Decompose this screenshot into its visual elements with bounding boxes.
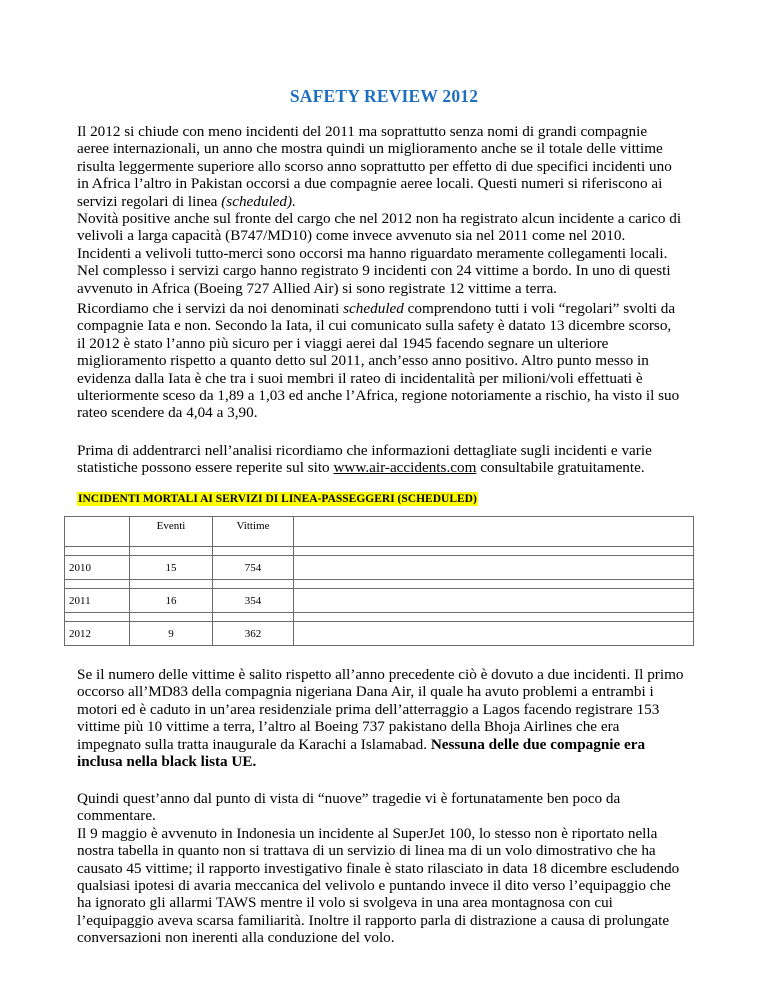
text-line: Novità positive anche sul fronte del cargo che nel 2012 non ha registrato alcun incidente a carico di — [77, 210, 682, 228]
table-cell — [294, 547, 694, 556]
text-line: vittime più 10 vittime a terra, l’altro al Boeing 737 pakistano della Bhoja Airlines che era — [77, 718, 620, 736]
column-header-events: Eventi — [130, 517, 213, 547]
events-cell: 16 — [130, 589, 213, 613]
table-cell — [130, 580, 213, 589]
text-line — [77, 736, 709, 753]
events-cell: 9 — [130, 622, 213, 646]
text-line: ha ignorato gli allarmi TAWS mentre il volo si svolgeva in una area montagnosa con cui — [77, 894, 613, 912]
year-cell: 2012 — [65, 622, 130, 646]
text-line: l’equipaggio aveva scarsa familiarità. Inoltre il rapporto parla di distrazione a causa di prolungate — [77, 911, 670, 929]
table-spacer-row — [65, 613, 694, 622]
table-row — [65, 589, 694, 613]
paragraph-scheduled — [77, 300, 709, 422]
text-line: conversazioni non inerenti alla conduzione del volo. — [77, 929, 395, 947]
table-cell — [294, 613, 694, 622]
victims-cell: 362 — [213, 622, 294, 646]
table-cell — [65, 517, 130, 547]
website-link[interactable]: www.air-accidents.com — [333, 459, 477, 477]
text-span: Ricordiamo che i servizi da noi denominati — [77, 300, 344, 317]
text-line: occorso all’MD83 della compagnia nigeriana Dana Air, il quale ha avuto problemi a entrambi i — [77, 683, 654, 701]
year-cell: 2010 — [65, 556, 130, 580]
text-line — [77, 193, 709, 210]
text-line: Il 9 maggio è avvenuto in Indonesia un incidente al SuperJet 100, lo stesso non è riportato nella — [77, 824, 658, 842]
text-span: consultabile gratuitamente. — [476, 459, 645, 477]
italic-text: scheduled — [343, 300, 404, 317]
table-cell — [65, 580, 130, 589]
victims-cell: 354 — [213, 589, 294, 613]
table-cell — [294, 580, 694, 589]
text-line: causato 45 vittime; il rapporto investigativo finale è stato rilasciato in data 18 dicembre escludendo — [77, 859, 680, 877]
table-cell — [294, 556, 694, 580]
text-line: commentare. — [77, 807, 156, 825]
year-cell: 2011 — [65, 589, 130, 613]
table-cell — [130, 547, 213, 556]
text-line: in Africa l’altro in Pakistan occorsi a due compagnie aeree locali. Questi numeri si riferiscono ai — [77, 175, 663, 193]
table-cell — [130, 613, 213, 622]
text-span: impegnato sulla tratta inaugurale da Karachi a Islamabad. — [77, 735, 431, 753]
text-line: il 2012 è stato l’anno più sicuro per i viaggi aerei dal 1945 facendo segnare un ulteriore — [77, 334, 609, 352]
paragraph-analysis — [77, 666, 709, 770]
table-cell — [294, 622, 694, 646]
text-line: motori ed è caduto in un’area residenziale prima dell’atterraggio a Lagos facendo registrare 153 — [77, 700, 660, 718]
text-line: Nel complesso i servizi cargo hanno registrato 9 incidenti con 24 vittime a bordo. In uno di questi — [77, 262, 671, 280]
table-cell — [294, 589, 694, 613]
table-cell — [213, 580, 294, 589]
text-line: Se il numero delle vittime è salito rispetto all’anno precedente ciò è dovuto a due incidenti. Il primo — [77, 666, 684, 683]
text-line: ulteriormente sceso da 1,89 a 1,03 ed anche l’Africa, regione notoriamente a rischio, ha visto il suo — [77, 387, 680, 405]
text-line: avvenuto in Africa (Boeing 727 Allied Air) si sono registrate 12 vittime a terra. — [77, 279, 557, 297]
table-cell — [65, 613, 130, 622]
text-line: Quindi quest’anno dal punto di vista di “nuove” tragedie vi è fortunatamente ben poco da — [77, 790, 621, 807]
text-line: nostra tabella in quanto non si trattava di un servizio di linea ma di un volo dimostrativo che ha — [77, 842, 656, 860]
text-line: compagnie Iata e non. Secondo la Iata, il cui comunicato sulla safety è datato 13 dicembre scorso, — [77, 317, 672, 335]
table-row — [65, 622, 694, 646]
text-line: qualsiasi ipotesi di avaria meccanica del velivolo e puntando invece il dito verso l’equipaggio che — [77, 877, 671, 895]
text-line: aeree internazionali, un anno che mostra quindi un miglioramento anche se il totale delle vittime — [77, 140, 663, 158]
text-line: velivoli a larga capacità (B747/MD10) come invece avvenuto sia nel 2011 come nel 2010. — [77, 227, 626, 245]
table-row — [65, 556, 694, 580]
table-spacer-row — [65, 580, 694, 589]
paragraph-superjet — [77, 790, 709, 947]
text-line: Prima di addentrarci nell’analisi ricordiamo che informazioni dettagliate sugli incidenti e varie — [77, 442, 652, 459]
table-heading: INCIDENTI MORTALI AI SERVIZI DI LINEA-PASSEGGERI (SCHEDULED) — [78, 493, 477, 505]
text-line: evidenza dalla Iata è che tra i suoi membri il rateo di incidentalità per milioni/voli effettuati è — [77, 369, 643, 387]
column-header-victims: Vittime — [213, 517, 294, 547]
italic-text: (scheduled). — [221, 192, 296, 210]
bold-text: Nessuna delle due compagnie era — [430, 735, 646, 753]
text-line: risulta leggermente superiore allo scorso anno soprattutto per effetto di due specifici incidenti uno — [77, 157, 672, 175]
text-span: statistiche possono essere reperite sul sito — [77, 459, 334, 477]
text-span: comprendono tutti i voli “regolari” svolti da — [403, 300, 676, 317]
text-line — [77, 300, 709, 317]
bold-text: inclusa nella black lista UE. — [77, 753, 257, 771]
text-span: servizi regolari di linea — [77, 192, 222, 210]
text-line: rateo scendere da 4,04 a 3,90. — [77, 404, 258, 422]
table-spacer-row — [65, 547, 694, 556]
table-cell — [213, 613, 294, 622]
events-cell: 15 — [130, 556, 213, 580]
text-line — [77, 459, 709, 476]
text-line: miglioramento rispetto a quanto detto sul 2011, anch’esso anno positivo. Altro punto messo in — [77, 352, 649, 370]
table-header-row — [65, 517, 694, 547]
text-line: Incidenti a velivoli tutto-merci sono occorsi ma hanno riguardato meramente collegamenti locali. — [77, 244, 668, 262]
victims-cell: 754 — [213, 556, 294, 580]
text-line — [77, 753, 709, 770]
table-cell — [294, 517, 694, 547]
table-cell — [213, 547, 294, 556]
text-line: Il 2012 si chiude con meno incidenti del 2011 ma soprattutto senza nomi di grandi compagnie — [77, 123, 648, 140]
paragraph-intro — [77, 123, 709, 297]
paragraph-sources — [77, 442, 709, 477]
accidents-table — [64, 516, 694, 646]
document-title: SAFETY REVIEW 2012 — [289, 86, 479, 106]
table-cell — [65, 547, 130, 556]
